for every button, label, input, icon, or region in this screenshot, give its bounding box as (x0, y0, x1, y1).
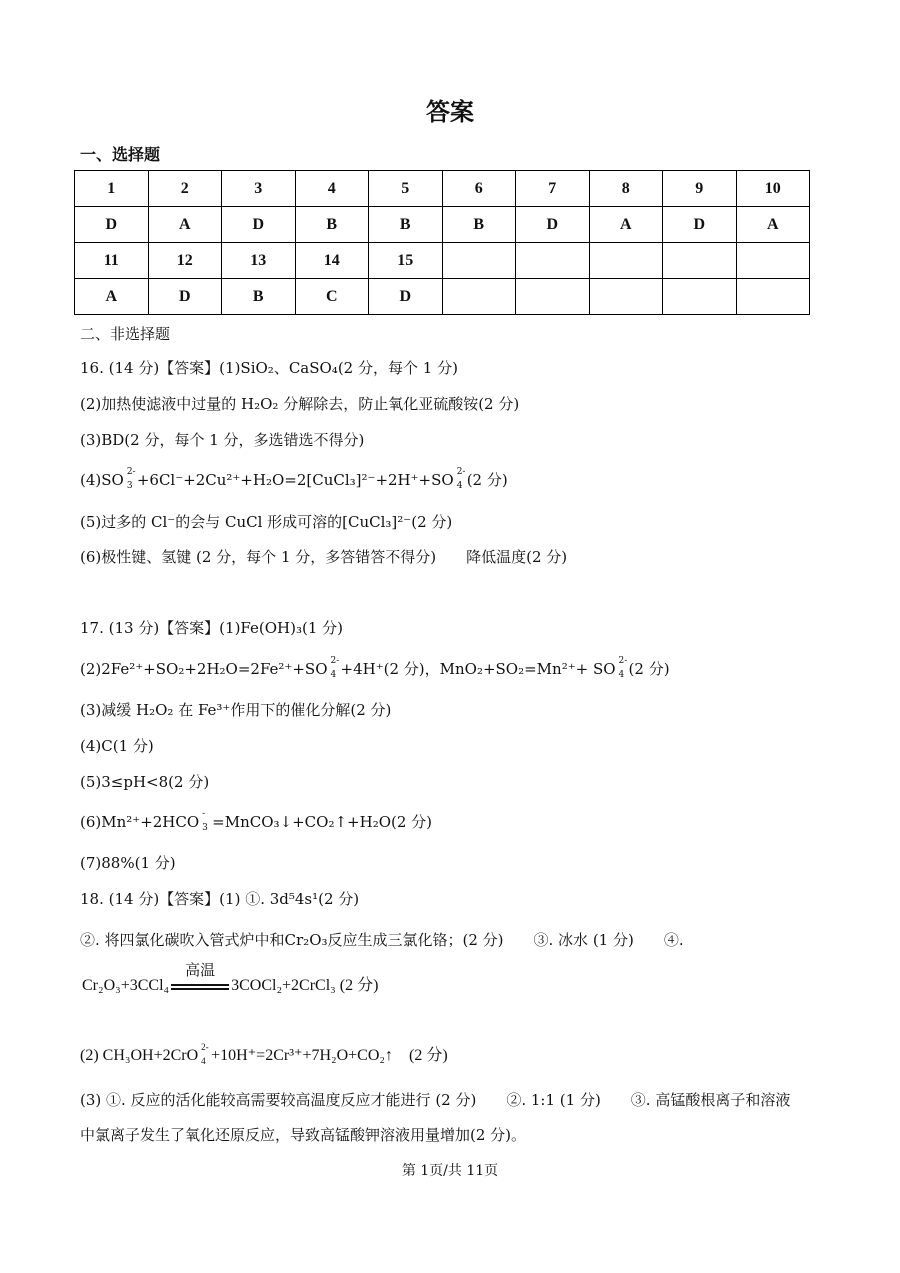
table-row (75, 171, 810, 207)
page-footer: 第 1页/共 11页 (401, 1163, 499, 1179)
q18-line-6: 中氯离子发生了氧化还原反应，导致高锰酸钾溶液用量增加(2 分)。 (80, 1126, 527, 1144)
q17-line-7: (7)88%(1 分) (80, 854, 176, 872)
answer-table (74, 170, 810, 315)
section-multiple-choice-heading: 一、选择题 (80, 145, 161, 164)
table-cell: A (736, 207, 810, 243)
table-cell: D (663, 207, 737, 243)
sulfate-ion-charge: 2- 4 (456, 467, 466, 491)
table-cell (442, 279, 516, 315)
table-row (75, 243, 810, 279)
section-free-response-heading: 二、非选择题 (80, 325, 171, 343)
table-cell: A (75, 279, 149, 315)
table-cell (736, 279, 810, 315)
table-cell: B (295, 207, 369, 243)
equation-products: 3COCl₂+2CrCl₃ (2 分) (231, 977, 379, 994)
table-cell: C (295, 279, 369, 315)
sulfite-ion-charge: 2- 3 (126, 467, 136, 491)
table-cell (663, 279, 737, 315)
table-cell (736, 243, 810, 279)
q17-line-2-part-b: +4H⁺(2 分)，MnO₂+SO₂=Mn²⁺+ SO (340, 660, 616, 678)
table-row (75, 279, 810, 315)
table-cell: 8 (589, 171, 663, 207)
table-cell: B (222, 279, 296, 315)
page-title: 答案 (426, 98, 474, 126)
table-cell (589, 279, 663, 315)
bicarbonate-ion-charge: - 3 (202, 809, 208, 833)
q16-line-4 (80, 467, 508, 491)
q17-line-2-part-a: (2)2Fe²⁺+SO₂+2H₂O=2Fe²⁺+SO (80, 660, 328, 678)
reaction-condition (171, 961, 229, 997)
table-cell (442, 243, 516, 279)
table-cell: D (369, 279, 443, 315)
q16-line-1: 16. (14 分)【答案】(1)SiO₂、CaSO₄(2 分，每个 1 分) (80, 359, 458, 377)
q18-line-4 (80, 1042, 448, 1067)
q17-line-2-part-c: (2 分) (628, 660, 670, 678)
reaction-condition-label: 高温 (185, 961, 216, 980)
table-cell: 5 (369, 171, 443, 207)
table-cell (589, 243, 663, 279)
q17-line-6 (80, 809, 433, 833)
q18-reaction-equation (82, 961, 379, 997)
chromate-ion-charge: 2- 4 (201, 1042, 209, 1067)
q16-line-5: (5)过多的 Cl⁻的会与 CuCl 形成可溶的[CuCl₃]²⁻(2 分) (80, 513, 453, 531)
table-row (75, 207, 810, 243)
table-cell: 11 (75, 243, 149, 279)
table-cell: 1 (75, 171, 149, 207)
table-cell: D (148, 279, 222, 315)
equation-reactants: Cr₂O₃+3CCl₄ (82, 977, 170, 994)
table-cell: A (148, 207, 222, 243)
q18-line-2: ②. 将四氯化碳吹入管式炉中和Cr₂O₃反应生成三氯化铬；(2 分) ③. 冰水 (1 分) ④. (80, 931, 684, 949)
q17-line-6-part-b: =MnCO₃↓+CO₂↑+H₂O(2 分) (212, 813, 433, 831)
table-cell: 6 (442, 171, 516, 207)
table-cell: D (516, 207, 590, 243)
table-cell: 3 (222, 171, 296, 207)
table-cell: 7 (516, 171, 590, 207)
table-cell: 12 (148, 243, 222, 279)
table-cell: B (442, 207, 516, 243)
table-cell: D (222, 207, 296, 243)
q17-line-2 (80, 656, 670, 680)
table-cell: 2 (148, 171, 222, 207)
table-cell: D (75, 207, 149, 243)
q17-line-5: (5)3≤pH<8(2 分) (80, 773, 210, 791)
table-cell: 14 (295, 243, 369, 279)
table-cell: 9 (663, 171, 737, 207)
table-cell (516, 243, 590, 279)
q17-line-1: 17. (13 分)【答案】(1)Fe(OH)₃(1 分) (80, 619, 344, 637)
q17-line-3: (3)减缓 H₂O₂ 在 Fe³⁺作用下的催化分解(2 分) (80, 701, 392, 719)
table-cell: 4 (295, 171, 369, 207)
q18-line-4-part-b: +10H⁺=2Cr³⁺+7H₂O+CO₂↑ (2 分) (211, 1047, 448, 1064)
table-cell: B (369, 207, 443, 243)
table-cell (516, 279, 590, 315)
table-cell: 15 (369, 243, 443, 279)
table-cell: 13 (222, 243, 296, 279)
q16-line-3: (3)BD(2 分，每个 1 分，多选错选不得分) (80, 431, 365, 449)
q16-line-4-part-a: (4)SO (80, 471, 124, 489)
q16-line-4-part-b: +6Cl⁻+2Cu²⁺+H₂O=2[CuCl₃]²⁻+2H⁺+SO (136, 471, 454, 489)
q16-line-6: (6)极性键、氢键 (2 分，每个 1 分，多答错答不得分) 降低温度(2 分) (80, 548, 568, 566)
table-cell (663, 243, 737, 279)
sulfate-ion-charge: 2- 4 (330, 656, 340, 680)
q18-line-1: 18. (14 分)【答案】(1) ①. 3d⁵4s¹(2 分) (80, 890, 360, 908)
q18-line-5: (3) ①. 反应的活化能较高需要较高温度反应才能进行 (2 分) ②. 1:1 (1 分) ③. 高锰酸根离子和溶液 (80, 1091, 791, 1109)
q16-line-4-part-c: (2 分) (466, 471, 508, 489)
table-cell: A (589, 207, 663, 243)
sulfate-ion-charge: 2- 4 (618, 656, 628, 680)
q16-line-2: (2)加热使滤液中过量的 H₂O₂ 分解除去，防止氧化亚硫酸铵(2 分) (80, 395, 520, 413)
q17-line-4: (4)C(1 分) (80, 737, 154, 755)
table-cell: 10 (736, 171, 810, 207)
q18-line-4-part-a: (2) CH₃OH+2CrO (80, 1047, 199, 1064)
q17-line-6-part-a: (6)Mn²⁺+2HCO (80, 813, 200, 831)
